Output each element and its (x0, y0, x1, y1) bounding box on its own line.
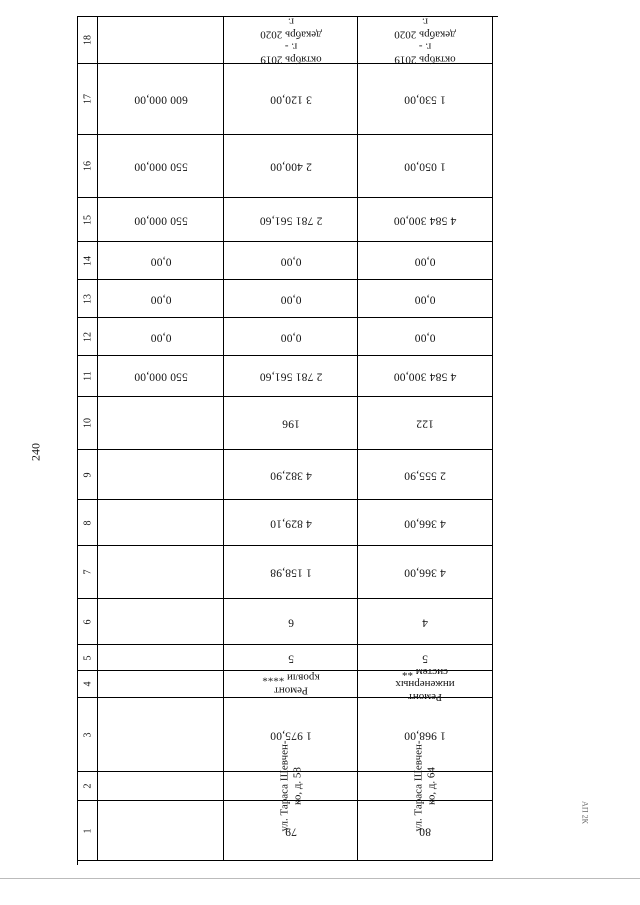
table-cell: 1 968,00 (358, 698, 493, 772)
column-number: 17 (78, 64, 98, 135)
data-table (77, 16, 498, 865)
column-number: 1 (78, 801, 98, 861)
table-cell: 122 (358, 397, 493, 450)
table-cell: 4 366,00 (358, 546, 493, 599)
table-cell: 5 (358, 645, 493, 671)
table-cell: 79 (224, 801, 358, 861)
table-cell (98, 500, 224, 546)
column-number: 7 (78, 546, 98, 599)
table-cell: 2 400,00 (224, 135, 358, 198)
table-cell: 1 050,00 (358, 135, 493, 198)
table-cell: 196 (224, 397, 358, 450)
column-number: 5 (78, 645, 98, 671)
table-cell: 3 120,00 (224, 64, 358, 135)
table-cell: 0,00 (224, 318, 358, 356)
table-cell: 1 158,98 (224, 546, 358, 599)
table-cell: 5 (224, 645, 358, 671)
table-cell (98, 450, 224, 500)
column-number: 14 (78, 242, 98, 280)
table-cell: 0,00 (98, 318, 224, 356)
table-cell: 0,00 (224, 280, 358, 318)
footer-mark: АП 2К (580, 801, 590, 824)
table-cell: 2 781 561,60 (224, 356, 358, 397)
table-cell: 0,00 (224, 242, 358, 280)
table-cell (98, 397, 224, 450)
table-cell: 0,00 (358, 318, 493, 356)
column-number: 6 (78, 599, 98, 645)
table-cell: 2 781 561,60 (224, 198, 358, 242)
column-number: 2 (78, 772, 98, 801)
table-cell (98, 801, 224, 861)
table-cell (98, 546, 224, 599)
table-cell: 550 000,00 (98, 356, 224, 397)
table-cell: Ремонт инженерных систем ** (358, 671, 493, 698)
table-cell: 550 000,00 (98, 198, 224, 242)
table-cell (98, 17, 224, 64)
table-cell (98, 772, 224, 801)
table-cell: 4 584 300,00 (358, 198, 493, 242)
column-number: 4 (78, 671, 98, 698)
table-cell: 0,00 (98, 280, 224, 318)
table-cell: октябрь 2019 г. - декабрь 2020 г. (224, 17, 358, 64)
column-number: 12 (78, 318, 98, 356)
table-cell: 550 000,00 (98, 135, 224, 198)
column-number: 8 (78, 500, 98, 546)
column-number: 18 (78, 17, 98, 64)
table-cell (98, 698, 224, 772)
column-number: 16 (78, 135, 98, 198)
table-cell: 6 (224, 599, 358, 645)
table-cell: 0,00 (358, 280, 493, 318)
column-number: 9 (78, 450, 98, 500)
table-cell: 4 382,90 (224, 450, 358, 500)
table-cell (98, 645, 224, 671)
table-cell: 600 000,00 (98, 64, 224, 135)
column-number: 10 (78, 397, 98, 450)
table-cell: 1 975,00 (224, 698, 358, 772)
table-cell: октябрь 2019 г. - декабрь 2020 г. (358, 17, 493, 64)
table-cell: 80 (358, 801, 493, 861)
page-bottom-divider (0, 878, 640, 879)
table-cell (98, 599, 224, 645)
table-cell: ул. Тараса Шевчен- ко, д. 58 (224, 772, 358, 801)
table-cell: 4 (358, 599, 493, 645)
table-cell: Ремонт кровли **** (224, 671, 358, 698)
table-cell (98, 671, 224, 698)
table-cell: 0,00 (358, 242, 493, 280)
table-cell: ул. Тараса Шевчен- ко, д. 64 (358, 772, 493, 801)
table-cell: 1 530,00 (358, 64, 493, 135)
table-cell: 0,00 (98, 242, 224, 280)
table-cell: 4 366,00 (358, 500, 493, 546)
table-cell: 4 829,10 (224, 500, 358, 546)
column-number: 15 (78, 198, 98, 242)
column-number: 3 (78, 698, 98, 772)
column-number: 11 (78, 356, 98, 397)
table-cell: 4 584 300,00 (358, 356, 493, 397)
page-number: 240 (28, 443, 43, 461)
table-cell: 2 555,90 (358, 450, 493, 500)
column-number: 13 (78, 280, 98, 318)
